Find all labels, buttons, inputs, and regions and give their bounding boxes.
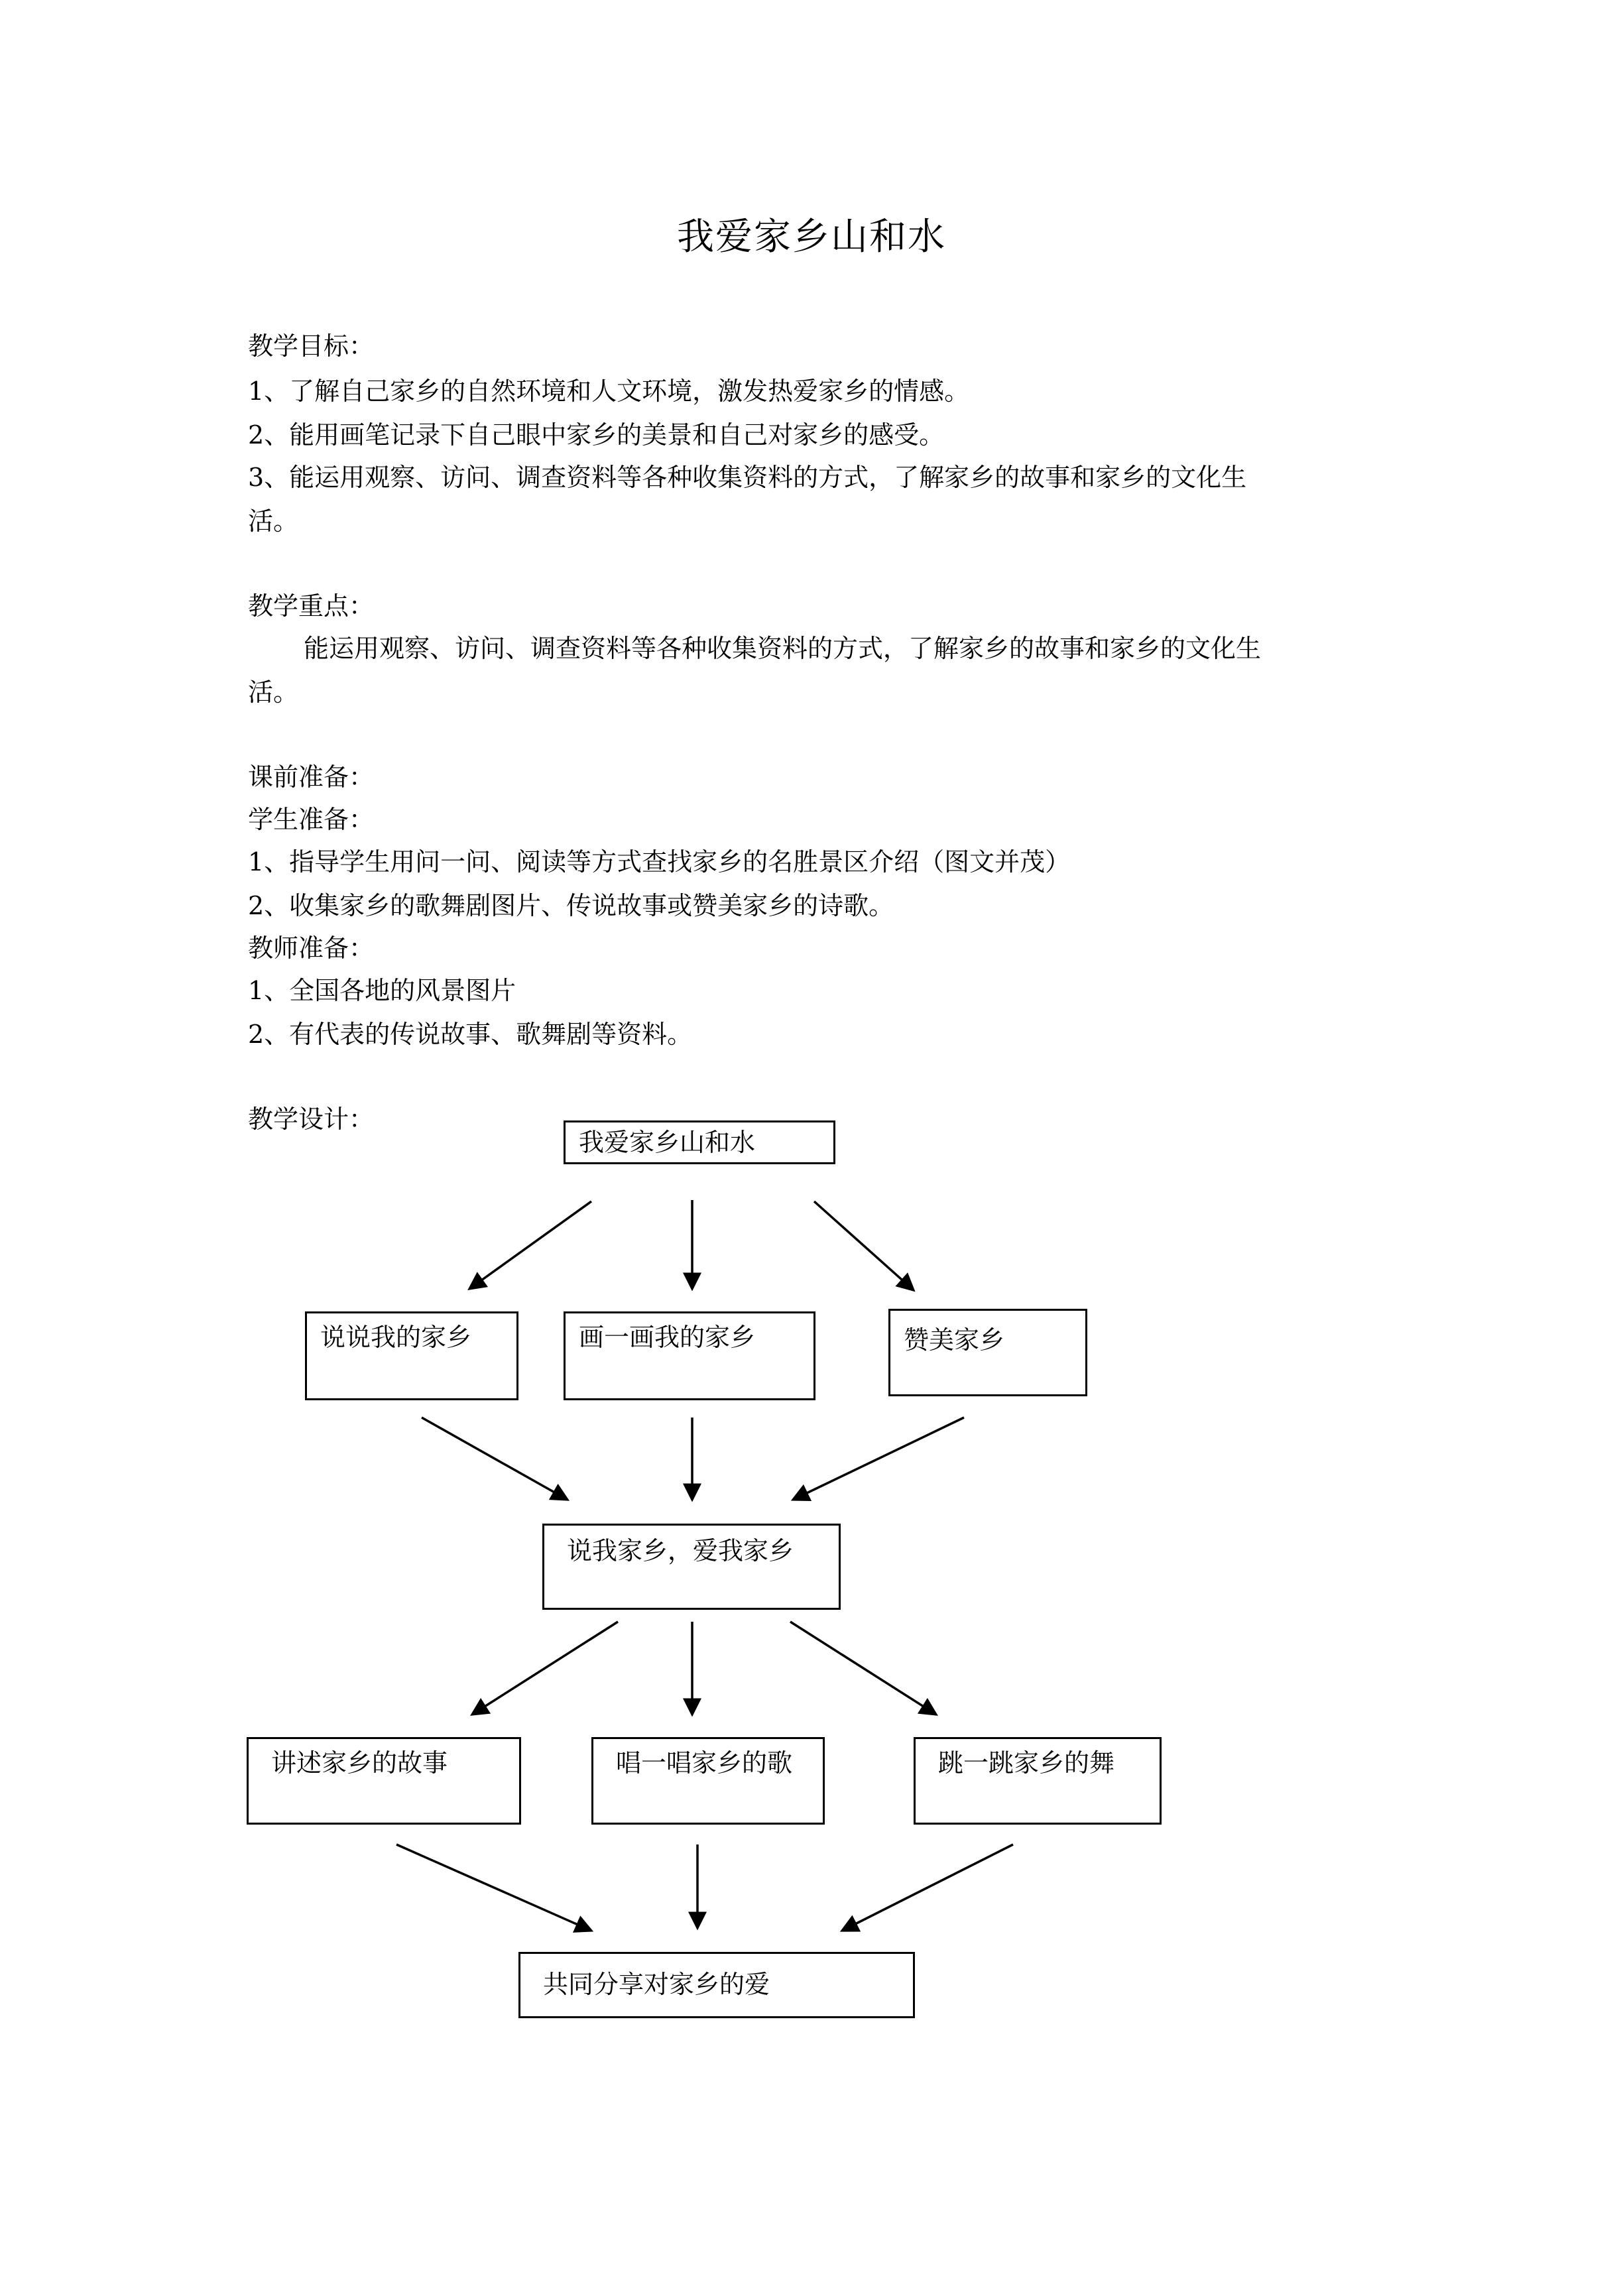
arrow-middle-to-left	[472, 1622, 618, 1715]
focus-heading: 教学重点：	[248, 591, 375, 621]
flow-level2-box: 讲述家乡的故事	[247, 1737, 521, 1825]
arrow-middle-to-right	[790, 1622, 936, 1715]
flow-final-box: 共同分享对家乡的爱	[518, 1952, 915, 2018]
goal-item: 3、能运用观察、访问、调查资料等各种收集资料的方式，了解家乡的故事和家乡的文化生	[248, 463, 1247, 492]
page-title: 我爱家乡山和水	[677, 215, 946, 259]
arrow-root-to-right	[814, 1201, 914, 1290]
flow-level2-box: 跳一跳家乡的舞	[914, 1737, 1162, 1825]
preparation-heading: 课前准备：	[248, 762, 375, 792]
focus-line-continuation: 活。	[248, 678, 299, 707]
arrow-dance-to-final	[842, 1844, 1013, 1931]
student-preparation-item: 2、收集家乡的歌舞剧图片、传说故事或赞美家乡的诗歌。	[248, 891, 894, 920]
arrow-right-to-middle	[793, 1418, 964, 1500]
goal-item-continuation: 活。	[248, 507, 299, 536]
design-heading: 教学设计：	[248, 1105, 375, 1134]
flow-level1-box: 赞美家乡	[888, 1309, 1087, 1396]
goal-item: 1、了解自己家乡的自然环境和人文环境，激发热爱家乡的情感。	[248, 377, 970, 406]
flow-level2-box: 唱一唱家乡的歌	[591, 1737, 825, 1825]
student-preparation-item: 1、指导学生用问一问、阅读等方式查找家乡的名胜景区介绍（图文并茂）	[248, 847, 1071, 876]
flow-middle-box: 说我家乡，爱我家乡	[542, 1524, 841, 1610]
teacher-preparation-item: 1、全国各地的风景图片	[248, 976, 516, 1005]
flow-level1-box: 说说我的家乡	[305, 1311, 518, 1400]
goals-heading: 教学目标：	[248, 332, 375, 361]
arrow-root-to-left	[469, 1201, 591, 1289]
teacher-preparation-heading: 教师准备：	[248, 934, 375, 963]
flow-root-box: 我爱家乡山和水	[564, 1120, 835, 1164]
student-preparation-heading: 学生准备：	[248, 805, 375, 834]
flow-level1-box: 画一画我的家乡	[564, 1311, 815, 1400]
goal-item: 2、能用画笔记录下自己眼中家乡的美景和自己对家乡的感受。	[248, 420, 945, 450]
focus-line: 能运用观察、访问、调查资料等各种收集资料的方式，了解家乡的故事和家乡的文化生	[304, 634, 1262, 663]
arrow-left-to-middle	[422, 1418, 568, 1500]
arrow-story-to-final	[396, 1844, 591, 1931]
teacher-preparation-item: 2、有代表的传说故事、歌舞剧等资料。	[248, 1020, 693, 1049]
